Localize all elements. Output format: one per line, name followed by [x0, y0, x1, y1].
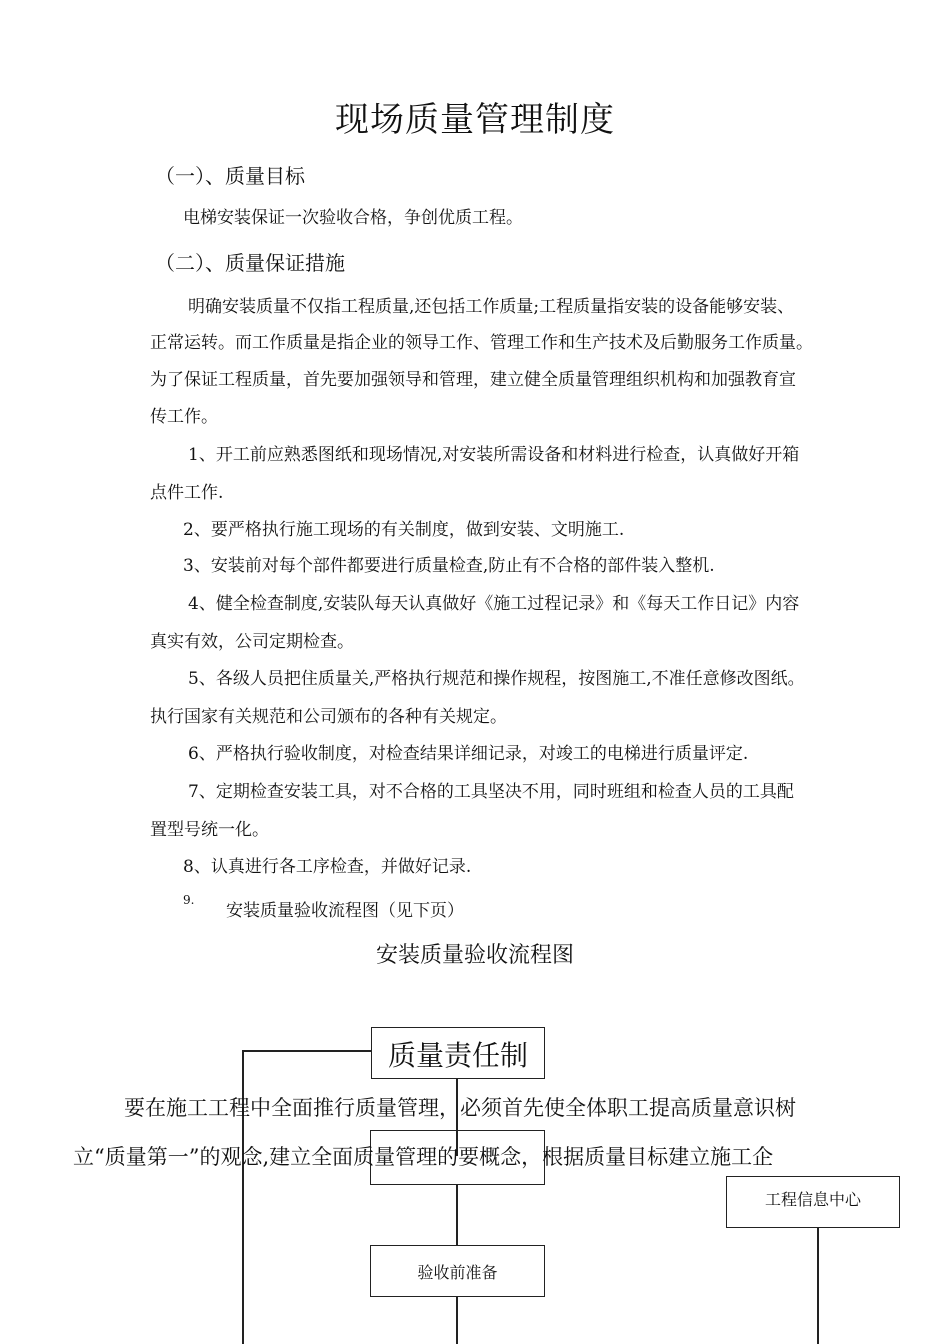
connector-line — [456, 1296, 458, 1344]
list-item: 4、健全检查制度,安装队每天认真做好《施工过程记录》和《每天工作日记》内容 — [188, 594, 800, 614]
intro-line: 传工作。 — [150, 407, 218, 427]
list-item: 8、认真进行各工序检查，并做好记录. — [183, 857, 472, 877]
intro-line: 明确安装质量不仅指工程质量,还包括工作质量;工程质量指安装的设备能够安装、 — [188, 297, 795, 317]
overlay-text-line: 要在施工工程中全面推行质量管理，必须首先使全体职工提高质量意识树 — [124, 1096, 796, 1120]
section-1-text: 电梯安装保证一次验收合格，争创优质工程。 — [183, 208, 523, 228]
list-item: 7、定期检查安装工具，对不合格的工具坚决不用，同时班组和检查人员的工具配 — [188, 782, 794, 802]
connector-line — [456, 1184, 458, 1246]
flow-box-label: 质量责任制 — [387, 1039, 528, 1072]
list-item: 真实有效，公司定期检查。 — [150, 632, 354, 652]
connector-line — [817, 1227, 819, 1344]
list-item: 点件工作. — [150, 483, 224, 503]
item-9-text: 安装质量验收流程图（见下页） — [226, 901, 464, 921]
flow-box-label: 工程信息中心 — [764, 1190, 861, 1209]
list-item: 2、要严格执行施工现场的有关制度，做到安装、文明施工. — [183, 520, 625, 540]
intro-line: 为了保证工程质量，首先要加强领导和管理，建立健全质量管理组织机构和加强教育宣 — [150, 370, 796, 390]
flowchart-title: 安装质量验收流程图 — [375, 943, 574, 968]
overlay-text-line: 立“质量第一”的观念,建立全面质量管理的要概念，根据质量目标建立施工企 — [73, 1145, 774, 1169]
list-item: 6、严格执行验收制度，对检查结果详细记录，对竣工的电梯进行质量评定. — [188, 744, 749, 764]
intro-line: 正常运转。而工作质量是指企业的领导工作、管理工作和生产技术及后勤服务工作质量。 — [150, 333, 813, 353]
flow-box-label: 验收前准备 — [417, 1263, 498, 1282]
list-item: 1、开工前应熟悉图纸和现场情况,对安装所需设备和材料进行检查，认真做好开箱 — [188, 445, 800, 465]
list-item: 执行国家有关规范和公司颁布的各种有关规定。 — [150, 707, 507, 727]
item-9-number: 9. — [183, 893, 195, 907]
flow-box-prep — [370, 1245, 545, 1297]
list-item: 3、安装前对每个部件都要进行质量检查,防止有不合格的部件装入整机. — [183, 556, 715, 576]
flow-box-info-center — [726, 1176, 900, 1228]
list-item: 5、各级人员把住质量关,严格执行规范和操作规程，按图施工,不准任意修改图纸。 — [188, 669, 805, 689]
connector-line — [242, 1050, 372, 1052]
section-2-heading: （二）、质量保证措施 — [155, 251, 345, 275]
flow-box-responsibility — [371, 1027, 545, 1079]
section-1-heading: （一）、质量目标 — [155, 164, 305, 188]
page-title: 现场质量管理制度 — [335, 100, 615, 140]
list-item: 置型号统一化。 — [150, 820, 269, 840]
